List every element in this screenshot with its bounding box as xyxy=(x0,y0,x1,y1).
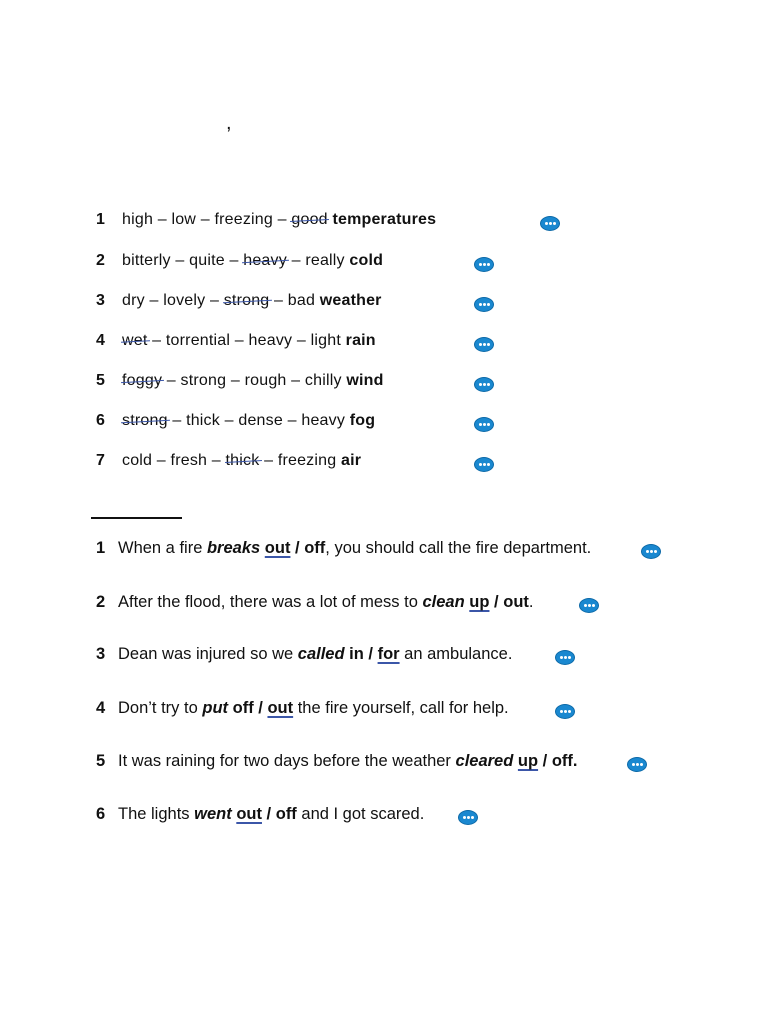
option-word: heavy xyxy=(301,412,346,429)
exercise-row xyxy=(96,372,384,390)
crossed-out-word: strong xyxy=(122,412,168,429)
stray-comma: , xyxy=(226,112,232,134)
particle-option: / xyxy=(489,593,504,611)
option-word: heavy xyxy=(248,332,293,349)
option-word: freezing xyxy=(214,211,273,228)
option-word: freezing xyxy=(277,452,337,469)
particle-option: in xyxy=(349,645,364,663)
chosen-particle: for xyxy=(377,645,400,663)
option-word: high xyxy=(122,211,154,228)
option-word: bitterly xyxy=(122,252,171,269)
sentence-row xyxy=(96,805,424,824)
dash-separator: – xyxy=(205,292,224,309)
sentence-text: , you should call the fire department. xyxy=(325,539,592,557)
speech-bubble-dots-icon[interactable] xyxy=(555,704,575,719)
option-word: light xyxy=(310,332,341,349)
option-word: chilly xyxy=(304,372,342,389)
speech-bubble-dots-icon[interactable] xyxy=(474,417,494,432)
sentence-text: Dean was injured so we xyxy=(118,645,298,663)
speech-bubble-dots-icon[interactable] xyxy=(474,457,494,472)
verb-word: called xyxy=(297,645,345,663)
dash-separator: – xyxy=(167,412,187,429)
sentence-row xyxy=(96,752,578,771)
item-number: 2 xyxy=(96,252,106,269)
option-word: torrential xyxy=(165,332,231,349)
sentence-text: After the flood, there was a lot of mess to xyxy=(118,593,423,611)
particle-option: / xyxy=(538,752,552,770)
sentence-row xyxy=(96,593,533,612)
particle-option: / xyxy=(290,539,305,557)
option-word: thick xyxy=(186,412,220,429)
speech-bubble-dots-icon[interactable] xyxy=(458,810,478,825)
sentence-text: the fire yourself, call for help. xyxy=(293,699,509,717)
option-word: rough xyxy=(244,372,287,389)
option-word: low xyxy=(171,211,197,228)
crossed-out-word: good xyxy=(291,211,328,228)
crossed-out-word: wet xyxy=(122,332,148,349)
item-number: 2 xyxy=(96,593,106,611)
dash-separator: – xyxy=(269,292,288,309)
chosen-particle: out xyxy=(236,805,262,823)
particle-option: off. xyxy=(551,752,578,770)
particle-option: / xyxy=(253,699,268,717)
dash-separator: – xyxy=(170,252,190,269)
dash-separator: – xyxy=(282,412,302,429)
dash-separator: – xyxy=(219,412,239,429)
sentence-text: The lights xyxy=(118,805,195,823)
crossed-out-word: strong xyxy=(223,292,270,309)
exercise-row xyxy=(96,211,436,229)
particle-option: off xyxy=(232,699,254,717)
particle-option: out xyxy=(503,593,529,611)
speech-bubble-dots-icon[interactable] xyxy=(474,297,494,312)
noun-word: fog xyxy=(349,412,376,429)
exercise-row xyxy=(96,412,375,430)
sentence-text: and I got scared. xyxy=(296,805,425,823)
sentence-text: . xyxy=(528,593,534,611)
chosen-particle: out xyxy=(264,539,291,557)
dash-separator: – xyxy=(224,252,244,269)
speech-bubble-dots-icon[interactable] xyxy=(474,257,494,272)
option-word: fresh xyxy=(170,452,208,469)
dash-separator: – xyxy=(144,292,164,309)
noun-word: cold xyxy=(349,252,384,269)
speech-bubble-dots-icon[interactable] xyxy=(540,216,560,231)
verb-word: went xyxy=(194,805,232,823)
item-number: 6 xyxy=(96,412,106,429)
item-number: 1 xyxy=(96,211,106,228)
option-word: cold xyxy=(122,452,153,469)
dash-separator: – xyxy=(230,332,249,349)
noun-word: weather xyxy=(319,292,382,309)
chosen-particle: up xyxy=(517,752,539,770)
item-number: 4 xyxy=(96,332,106,349)
dash-separator: – xyxy=(153,211,172,228)
noun-word: air xyxy=(341,452,362,469)
exercise-row xyxy=(96,252,383,270)
verb-word: clean xyxy=(422,593,465,611)
dash-separator: – xyxy=(196,211,215,228)
crossed-out-word: thick xyxy=(225,452,260,469)
option-word: dry xyxy=(122,292,145,309)
verb-word: put xyxy=(202,699,229,717)
item-number: 1 xyxy=(96,539,106,557)
option-word: quite xyxy=(189,252,225,269)
item-number: 6 xyxy=(96,805,106,823)
speech-bubble-dots-icon[interactable] xyxy=(474,377,494,392)
item-number: 5 xyxy=(96,752,106,770)
verb-word: breaks xyxy=(206,539,261,557)
dash-separator: – xyxy=(226,372,245,389)
option-word: lovely xyxy=(163,292,206,309)
crossed-out-word: heavy xyxy=(243,252,287,269)
option-word: dense xyxy=(238,412,283,429)
dash-separator: – xyxy=(286,252,306,269)
sentence-text: When a fire xyxy=(118,539,207,557)
speech-bubble-dots-icon[interactable] xyxy=(641,544,661,559)
speech-bubble-dots-icon[interactable] xyxy=(627,757,647,772)
speech-bubble-dots-icon[interactable] xyxy=(474,337,494,352)
item-number: 7 xyxy=(96,452,106,469)
particle-option: / xyxy=(261,805,276,823)
particle-option: off xyxy=(275,805,297,823)
chosen-particle: up xyxy=(469,593,490,611)
dash-separator: – xyxy=(272,211,292,228)
speech-bubble-dots-icon[interactable] xyxy=(555,650,575,665)
option-word: really xyxy=(305,252,345,269)
particle-option: off xyxy=(304,539,326,557)
option-word: strong xyxy=(180,372,227,389)
verb-word: cleared xyxy=(455,752,514,770)
item-number: 3 xyxy=(96,292,106,309)
dash-separator: – xyxy=(259,452,278,469)
chosen-particle: out xyxy=(267,699,294,717)
sentence-row xyxy=(96,539,591,558)
dash-separator: – xyxy=(286,372,305,389)
particle-option: / xyxy=(363,645,378,663)
option-word: bad xyxy=(287,292,316,309)
noun-word: wind xyxy=(346,372,384,389)
section-divider xyxy=(91,517,182,519)
crossed-out-word: foggy xyxy=(122,372,163,389)
noun-word: rain xyxy=(345,332,376,349)
item-number: 4 xyxy=(96,699,106,717)
dash-separator: – xyxy=(292,332,311,349)
exercise-row xyxy=(96,332,376,350)
dash-separator: – xyxy=(152,452,171,469)
dash-separator: – xyxy=(147,332,166,349)
dash-separator: – xyxy=(207,452,226,469)
exercise-row xyxy=(96,452,361,470)
item-number: 5 xyxy=(96,372,106,389)
speech-bubble-dots-icon[interactable] xyxy=(579,598,599,613)
sentence-text: It was raining for two days before the weather xyxy=(118,752,456,770)
sentence-text: an ambulance. xyxy=(399,645,513,663)
noun-word: temperatures xyxy=(332,211,437,228)
exercise-row xyxy=(96,292,382,310)
sentence-text: Don’t try to xyxy=(118,699,203,717)
sentence-row xyxy=(96,645,512,664)
item-number: 3 xyxy=(96,645,106,663)
sentence-row xyxy=(96,699,509,718)
dash-separator: – xyxy=(162,372,181,389)
